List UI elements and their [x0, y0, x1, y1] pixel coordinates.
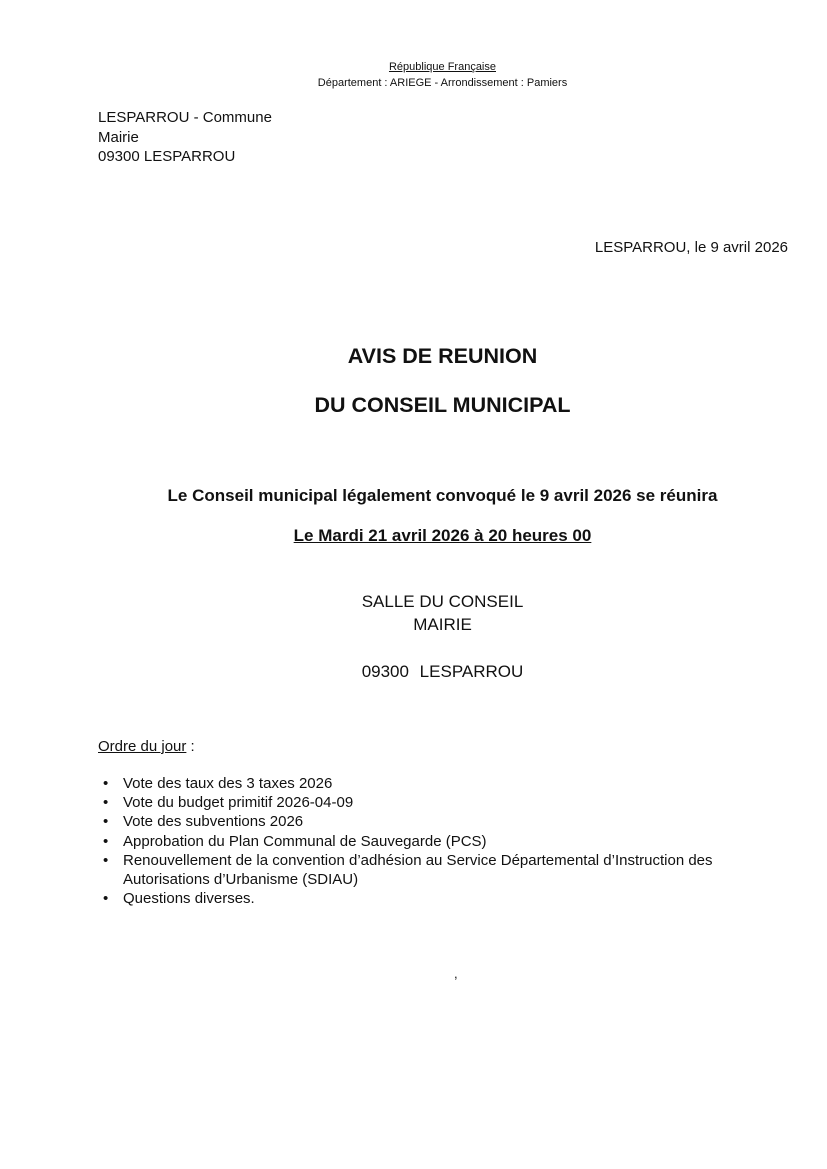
- bullet-icon: •: [103, 851, 109, 869]
- bullet-icon: •: [103, 813, 109, 831]
- agenda-heading: [98, 738, 195, 755]
- agenda-item-text: Renouvellement de la convention d’adhésion au Service Départemental d’Instruction des Autorisations d’Urbanisme (SDIAU): [123, 851, 713, 889]
- location-room: SALLE DU CONSEIL: [361, 592, 524, 611]
- sender-line-mairie: Mairie: [98, 128, 139, 146]
- agenda-item: [98, 793, 798, 812]
- date-line: LESPARROU, le 9 avril 2026: [594, 239, 788, 256]
- agenda-label-suffix: :: [186, 738, 195, 755]
- bullet-icon: •: [103, 832, 109, 850]
- document-header: [0, 59, 827, 91]
- footer-mark: ,: [454, 966, 458, 981]
- agenda-item: [98, 889, 798, 908]
- agenda-item-text: Approbation du Plan Communal de Sauvegarde (PCS): [123, 832, 487, 850]
- departement-line: Département : ARIEGE - Arrondissement : Pamiers: [317, 77, 568, 89]
- title-line-2: DU CONSEIL MUNICIPAL: [314, 393, 571, 417]
- agenda-item-text: Vote des taux des 3 taxes 2026: [123, 775, 333, 792]
- bullet-icon: •: [103, 890, 109, 908]
- agenda-item: [98, 832, 798, 851]
- bullet-icon: •: [103, 794, 109, 812]
- agenda-item-text: Vote des subventions 2026: [123, 813, 304, 831]
- bullet-icon: •: [103, 775, 109, 792]
- agenda-item: [98, 812, 798, 831]
- agenda-list: [98, 774, 798, 908]
- agenda-item: [98, 851, 798, 889]
- republique-francaise: République Française: [388, 61, 496, 73]
- meeting-datetime: Le Mardi 21 avril 2026 à 20 heures 00: [293, 526, 592, 545]
- convocation-text: Le Conseil municipal légalement convoqué le 9 avril 2026 se réunira: [167, 486, 718, 505]
- location-postal: 09300 LESPARROU: [361, 662, 524, 681]
- sender-line-commune: LESPARROU - Commune: [98, 109, 272, 126]
- sender-line-postal: 09300 LESPARROU: [98, 148, 236, 165]
- agenda-item-text: Questions diverses.: [123, 890, 255, 908]
- location-building: MAIRIE: [413, 615, 472, 634]
- sender-address: [98, 108, 272, 167]
- title-line-1: AVIS DE REUNION: [347, 344, 538, 368]
- agenda-item: [98, 774, 798, 793]
- agenda-item-text: Vote du budget primitif 2026-04-09: [123, 794, 354, 812]
- agenda-label: Ordre du jour: [98, 738, 187, 755]
